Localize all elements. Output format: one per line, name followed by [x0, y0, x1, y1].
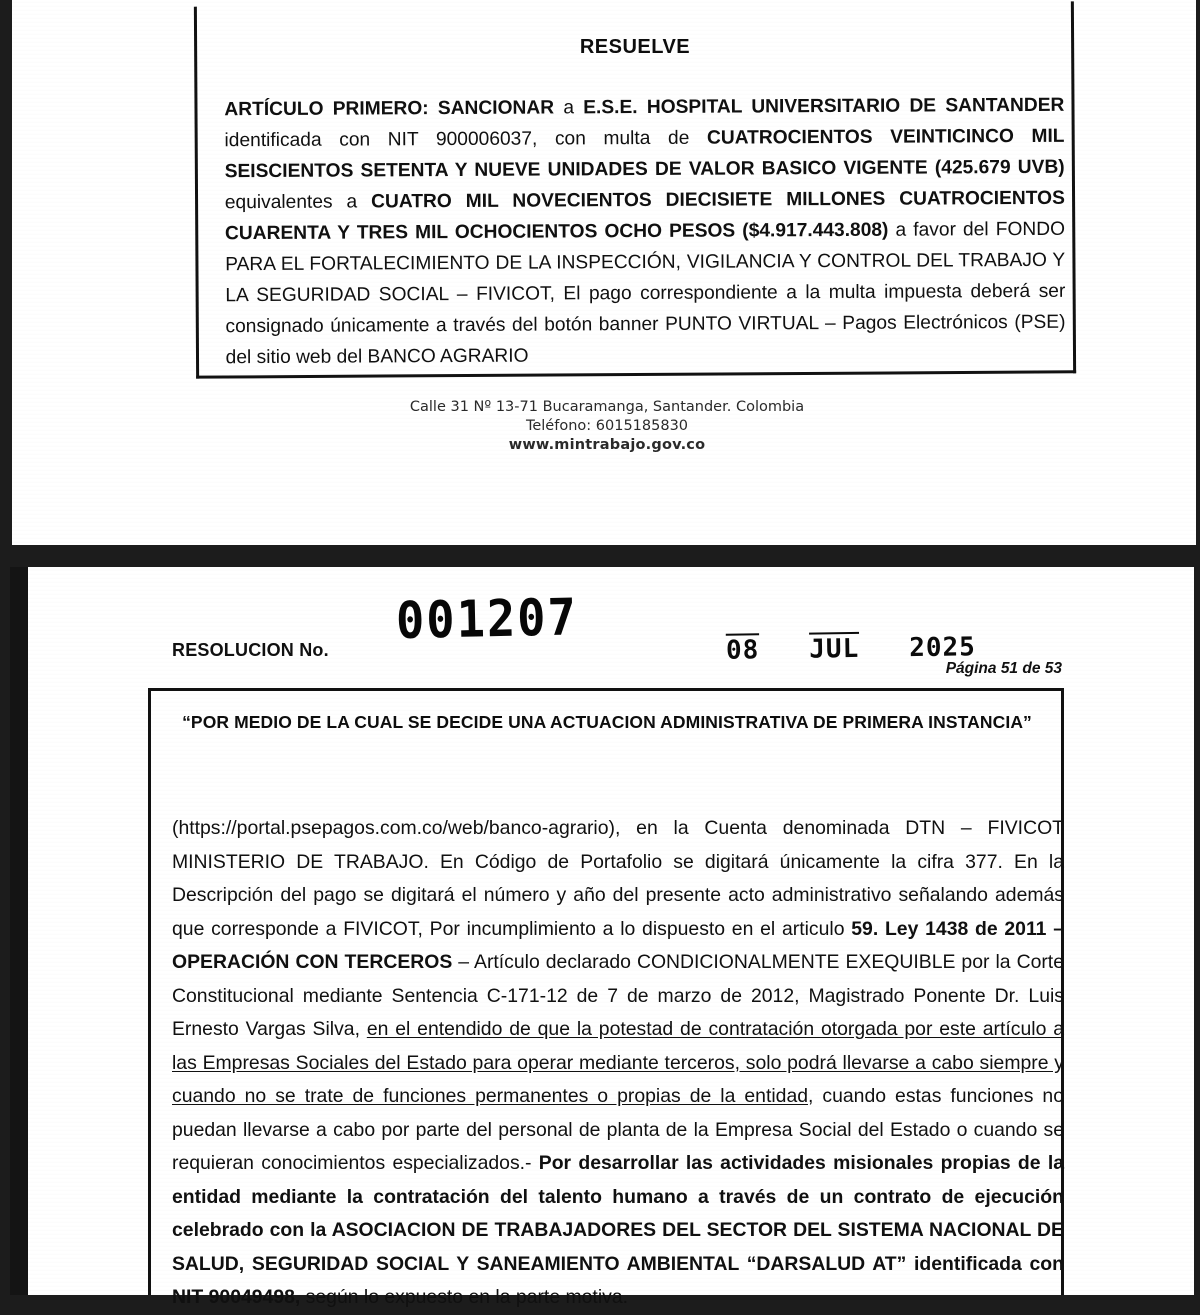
footer-website: www.mintrabajo.gov.co: [508, 437, 706, 453]
page-counter: Página 51 de 53: [945, 660, 1062, 677]
date-stamp-day: 08: [725, 635, 760, 666]
scan-edge-left-page-one: [0, 0, 12, 546]
date-stamp-year: 2025: [909, 632, 977, 664]
footer-address: Calle 31 Nº 13-71 Bucaramanga, Santander. Colombia: [409, 399, 805, 415]
resolution-number-stamp: 001207: [395, 587, 579, 652]
resolution-label: RESOLUCION No.: [172, 640, 329, 660]
page-two-body-paragraph: (https://portal.psepagos.com.co/web/banco-agrario), en la Cuenta denominada DTN – FIVICOT MINISTERIO DE TRABAJO. En Código de Portafolio se digitará únicamente la cifra 377. En la Descripción del pago se digitará el número y año del presente acto administrativo señalando además que corresponde a FIVICOT, Por incumplimiento a lo dispuesto en el articulo 59. Ley 1438 de 2011 – OPERACIÓN CON TERCEROS – Artículo declarado CONDICIONALMENTE EXEQUIBLE por la Corte Constitucional mediante Sentencia C-171-12 de 7 de marzo de 2012, Magistrado Ponente Dr. Luis Ernesto Vargas Silva, en el entendido de que la potestad de contratación otorgada por este artículo a las Empresas Sociales del Estado para operar mediante terceros, solo podrá llevarse a cabo siempre y cuando no se trate de funciones permanentes o propias de la entidad, cuando estas funciones no puedan llevarse a cabo por parte del personal de planta de la Empresa Social del Estado o cuando se requieran conocimientos especializados.- Por desarrollar las actividades misionales propias de la entidad mediante la contratación del talento humano a través de un contrato de ejecución celebrado con la ASOCIACION DE TRABAJADORES DEL SECTOR DEL SISTEMA NACIONAL DE SALUD, SEGURIDAD SOCIAL Y SANEAMIENTO AMBIENTAL “DARSALUD AT” identificada con NIT 90049498, según lo expuesto en la parte motiva.: [172, 817, 1065, 1308]
document-page-one: [12, 0, 1196, 545]
page-separator-gap: [0, 545, 1200, 567]
scan-edge-right-page-one: [1196, 0, 1200, 546]
page-one-footer: [12, 398, 1200, 455]
footer-phone: Teléfono: 6015185830: [525, 418, 689, 434]
scan-edge-left-page-two: [10, 567, 30, 1295]
date-stamp-spacer: [776, 635, 793, 665]
scan-edge-right-page-two: [1194, 567, 1200, 1295]
article-primero-paragraph: ARTÍCULO PRIMERO: SANCIONAR a E.S.E. HOSPITAL UNIVERSITARIO DE SANTANDER identificada con NIT 900006037, con multa de CUATROCIENTOS VEINTICINCO MIL SEISCIENTOS SETENTA Y NUEVE UNIDADES DE VALOR BASICO VIGENTE (425.679 UVB) equivalentes a CUATRO MIL NOVECIENTOS DIECISIETE MILLONES CUATROCIENTOS CUARENTA Y TRES MIL OCHOCIENTOS OCHO PESOS ($4.917.443.808) a favor del FONDO PARA EL FORTALECIMIENTO DE LA INSPECCIÓN, VIGILANCIA Y CONTROL DEL TRABAJO Y LA SEGURIDAD SOCIAL – FIVICOT, El pago correspondiente a la multa impuesta deberá ser consignado únicamente a través del botón banner PUNTO VIRTUAL – Pagos Electrónicos (PSE) del sitio web del BANCO AGRARIO: [224, 94, 1066, 369]
page-two-title: “POR MEDIO DE LA CUAL SE DECIDE UNA ACTUACION ADMINISTRATIVA DE PRIMERA INSTANCIA”: [182, 712, 1032, 732]
resuelve-heading: RESUELVE: [579, 36, 691, 58]
date-stamp-month: $\overline{JUL}$: [809, 633, 860, 665]
